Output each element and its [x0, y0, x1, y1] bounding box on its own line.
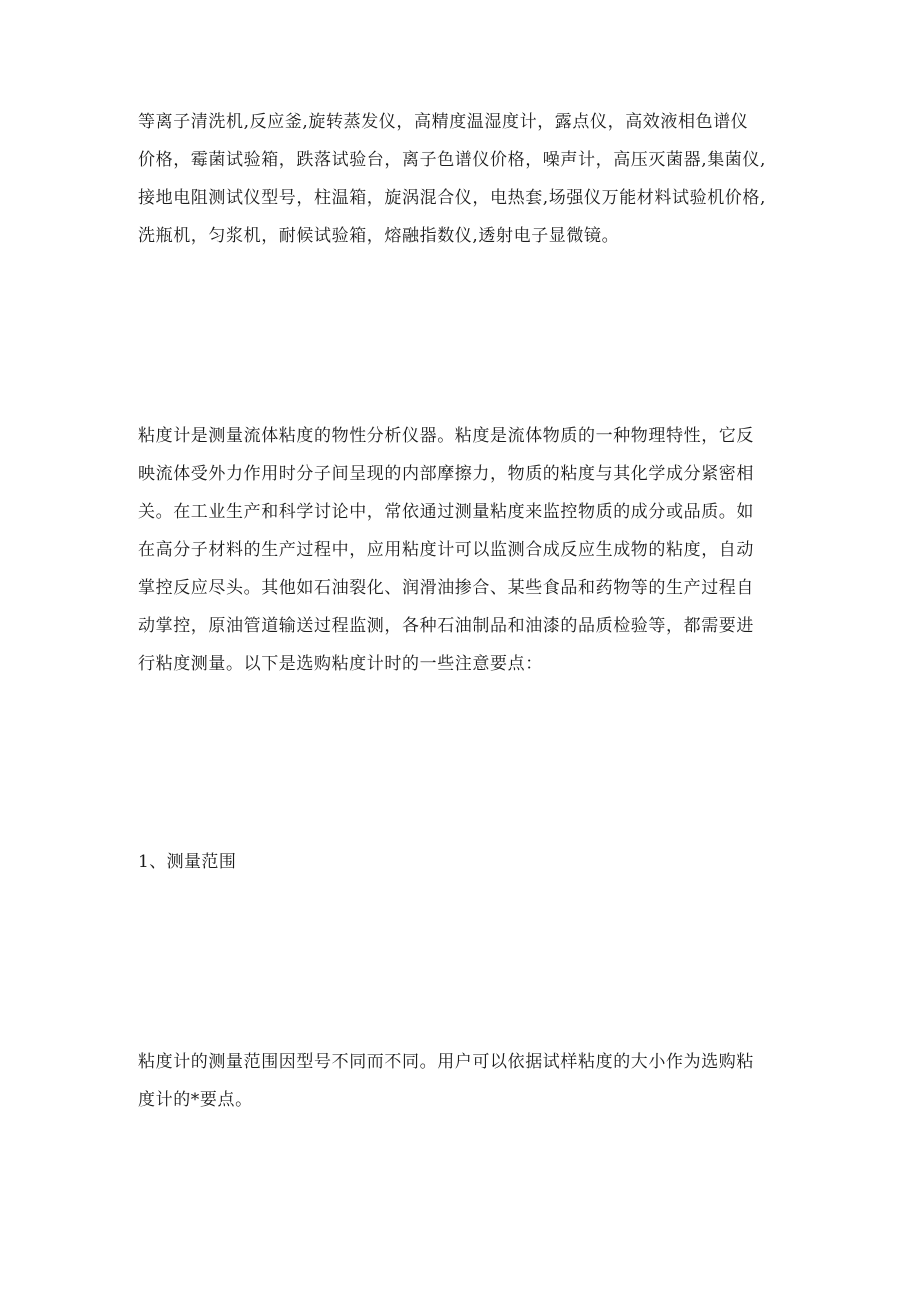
paragraph-1-line-1: 等离子清洗机,反应釜,旋转蒸发仪，高精度温湿度计，露点仪，高效液相色谱仪	[138, 112, 749, 132]
paragraph-2-line-4: 在高分子材料的生产过程中，应用粘度计可以监测合成反应生成物的粘度，自动	[138, 540, 754, 560]
paragraph-3-line-2: 度计的*要点。	[138, 1090, 253, 1110]
section-1-heading: 1、测量范围	[138, 852, 237, 872]
paragraph-2-line-1: 粘度计是测量流体粘度的物性分析仪器。粘度是流体物质的一种物理特性，它反	[138, 426, 754, 446]
paragraph-2-line-3: 关。在工业生产和科学讨论中，常依通过测量粘度来监控物质的成分或品质。如	[138, 502, 754, 522]
paragraph-2-line-6: 动掌控，原油管道输送过程监测，各种石油制品和油漆的品质检验等，都需要进	[138, 616, 754, 636]
paragraph-1-line-2: 价格，霉菌试验箱，跌落试验台，离子色谱仪价格，噪声计，高压灭菌器,集菌仪,	[138, 150, 767, 170]
paragraph-2-line-5: 掌控反应尽头。其他如石油裂化、润滑油掺合、某些食品和药物等的生产过程自	[138, 578, 754, 598]
paragraph-2-line-2: 映流体受外力作用时分子间呈现的内部摩擦力，物质的粘度与其化学成分紧密相	[138, 464, 754, 484]
paragraph-1-line-4: 洗瓶机，匀浆机，耐候试验箱，熔融指数仪,透射电子显微镜。	[138, 226, 620, 246]
paragraph-1-line-3: 接地电阻测试仪型号，柱温箱，旋涡混合仪，电热套,场强仪万能材料试验机价格,	[138, 188, 767, 208]
paragraph-2-line-7: 行粘度测量。以下是选购粘度计时的一些注意要点：	[138, 654, 543, 674]
paragraph-3-line-1: 粘度计的测量范围因型号不同而不同。用户可以依据试样粘度的大小作为选购粘	[138, 1052, 754, 1072]
